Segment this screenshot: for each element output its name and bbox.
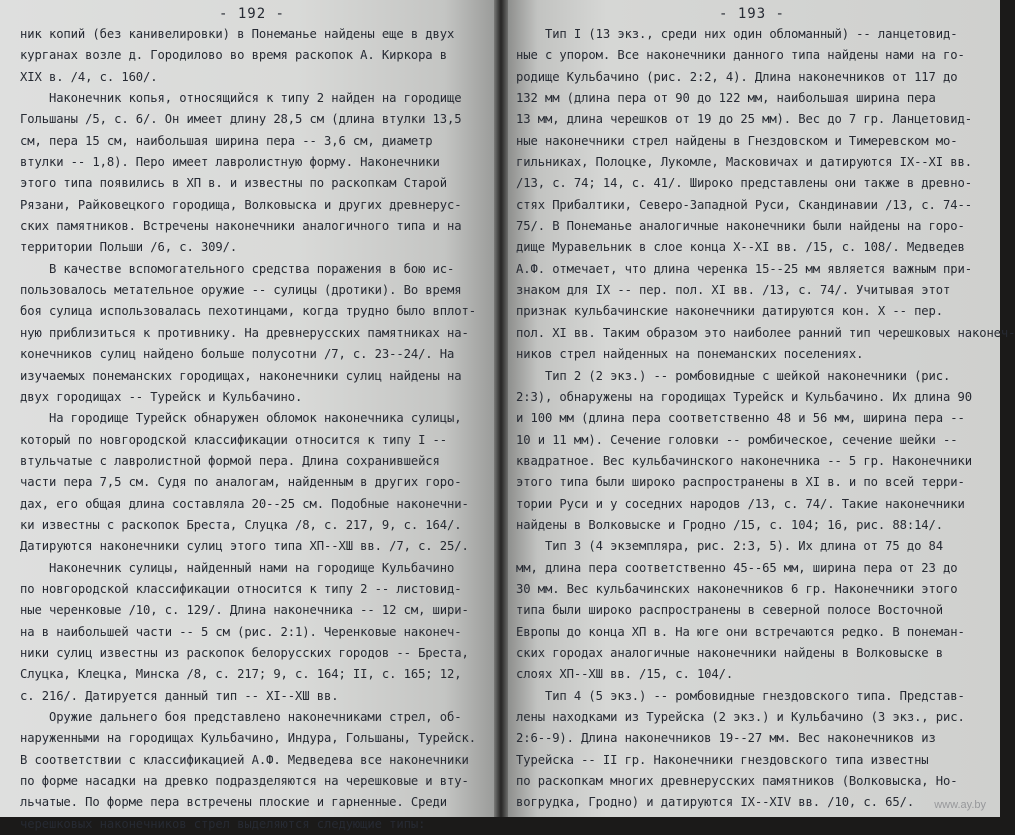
text-line: льчатые. По форме пера встречены плоские и гарненные. Среди <box>20 795 448 810</box>
text-line: На городище Турейск обнаружен обломок наконечника сулицы, <box>20 411 462 426</box>
text-line: ников стрел найденных на понеманских поселениях. <box>516 347 864 362</box>
text-line: типа были широко распространены в северной полосе Восточной <box>516 603 944 618</box>
text-line: лены находками из Турейска (2 экз.) и Кульбачино (3 экз., рис. <box>516 710 965 724</box>
text-line: по раскопкам многих древнерусских памятников (Волковыска, Но- <box>516 774 958 789</box>
text-line: ки известны с раскопок Бреста, Слуцка /8, с. 217, 9, с. 164/. <box>20 517 462 532</box>
text-line: см, пера 15 см, наибольшая ширина пера -- 3,6 см, диаметр <box>20 133 433 148</box>
text-line: XIX в. /4, с. 160/. <box>20 69 158 84</box>
text-line: ные наконечники стрел найдены в Гнездовском и Тимеревском мо- <box>516 133 958 148</box>
text-line: Европы до конца ХП в. На юге они встречаются редко. В понеман- <box>516 624 965 639</box>
text-line: стях Прибалтики, Северо-Западной Руси, Скандинавии /13, с. 74-- <box>516 197 972 212</box>
text-line: вогрудка, Гродно) и датируются IX--XIV вв. /10, с. 65/. <box>516 795 915 810</box>
text-line: Наконечник копья, относящийся к типу 2 найден на городище <box>20 91 462 106</box>
text-line: Гольшаны /5, с. 6/. Он имеет длину 28,5 см (длина втулки 13,5 <box>20 112 462 127</box>
text-line: ники сулиц известны из раскопок белорусских городов -- Бреста, <box>20 645 469 660</box>
text-line: территории Польши /6, с. 309/. <box>20 240 238 255</box>
text-line: 30 мм. Вес кульбачинских наконечников 6 гр. Наконечники этого <box>516 581 958 596</box>
text-line: Тип 3 (4 экземпляра, рис. 2:3, 5). Их длина от 75 до 84 <box>516 539 944 554</box>
text-line: двух городищах -- Турейск и Кульбачино. <box>20 389 303 404</box>
text-line: изучаемых понеманских городищах, наконечники сулиц найдены на <box>20 368 462 383</box>
text-line: пользовалось метательное оружие -- сулицы (дротики). Во время <box>20 283 462 298</box>
text-line: 2:3), обнаружены на городищах Турейск и Кульбачино. Их длина 90 <box>516 389 972 404</box>
text-line: тории Руси и у соседних народов /13, с. 74/. Такие наконечники <box>516 496 965 511</box>
text-line: наруженными на городищах Кульбачино, Индура, Гольшаны, Турейск. <box>20 731 476 746</box>
text-line: на в наибольшей части -- 5 см (рис. 2:1). Черенковые наконеч- <box>20 624 462 639</box>
text-line: курганах возле д. Городилово во время раскопок А. Киркора в <box>20 48 448 63</box>
text-line: найдены в Волковыске и Гродно /15, с. 104; 16, рис. 88:14/. <box>516 517 944 532</box>
book-gutter <box>494 0 508 817</box>
right-page-text <box>516 24 1015 814</box>
text-line: гильниках, Полоцке, Лукомле, Масковичах и датируются IX--XI вв. <box>516 155 972 170</box>
watermark: www.ay.by <box>934 799 986 811</box>
text-line: Наконечник сулицы, найденный нами на городище Кульбачино <box>20 560 455 575</box>
text-line: втулки -- 1,8). Перо имеет лавролистную форму. Наконечники <box>20 155 440 170</box>
text-line: В соответствии с классификацией А.Ф. Медведева все наконечники <box>20 752 469 767</box>
text-line: с. 216/. Датируется данный тип -- XI--ХШ вв. <box>20 688 339 703</box>
text-line: ских городах аналогичные наконечники найдены в Волковыске в <box>516 645 944 660</box>
left-page <box>0 0 494 831</box>
text-line: В качестве вспомогательного средства поражения в бою ис- <box>20 261 455 276</box>
text-line: дах, его общая длина составляла 20--25 см. Подобные наконечни- <box>20 496 469 511</box>
text-line: Оружие дальнего боя представлено наконечниками стрел, об- <box>20 710 462 724</box>
text-line: Тип I (13 экз., среди них один обломанный) -- ланцетовид- <box>516 27 958 41</box>
text-line: пол. XI вв. Таким образом это наиболее ранний тип черешковых наконеч- <box>516 325 1015 340</box>
text-line: по форме насадки на древко подразделяются на черешковые и вту- <box>20 774 469 789</box>
text-line: черешковых наконечников стрел выделяются следующие типы: <box>20 816 426 831</box>
text-line: ник копий (без канивелировки) в Понеманье найдены еще в двух <box>20 27 455 41</box>
text-line: Турейска -- II гр. Наконечники гнездовского типа известны <box>516 752 929 767</box>
right-page <box>508 0 1015 817</box>
text-line: ные с упором. Все наконечники данного типа найдены нами на го- <box>516 48 965 63</box>
text-line: Датируются наконечники сулиц этого типа ХП--ХШ вв. /7, с. 25/. <box>20 539 469 554</box>
text-line: и 100 мм (длина пера соответственно 48 и 56 мм, ширина пера -- <box>516 411 965 426</box>
text-line: этого типа появились в ХП в. и известны по раскопкам Старой <box>20 176 448 191</box>
text-line: 10 и 11 мм). Сечение головки -- ромбическое, сечение шейки -- <box>516 432 958 447</box>
left-page-text <box>20 24 484 835</box>
text-line: квадратное. Вес кульбачинского наконечника -- 5 гр. Наконечники <box>516 453 972 468</box>
text-line: который по новгородской классификации относится к типу I -- <box>20 432 448 447</box>
text-line: мм, длина пера соответственно 45--65 мм, ширина пера от 23 до <box>516 560 958 575</box>
text-line: 13 мм, длина черешков от 19 до 25 мм). Вес до 7 гр. Ланцетовид- <box>516 112 972 127</box>
text-line: по новгородской классификации относится к типу 2 -- листовид- <box>20 581 462 596</box>
text-line: родище Кульбачино (рис. 2:2, 4). Длина наконечников от 117 до <box>516 69 958 84</box>
text-line: /13, с. 74; 14, с. 41/. Широко представлены они также в древно- <box>516 176 972 191</box>
text-line: 2:6--9). Длина наконечников 19--27 мм. Вес наконечников из <box>516 731 936 746</box>
text-line: признак кульбачинские наконечники датируются кон. Х -- пер. <box>516 304 944 319</box>
text-line: Рязани, Райковецкого городища, Волковыска и других древнерус- <box>20 197 462 212</box>
text-line: боя сулица использовалась пехотинцами, когда трудно было вплот- <box>20 304 476 319</box>
right-page-number: - 193 - <box>718 6 785 22</box>
text-line: втульчатые с лавролистной формой пера. Длина сохранившейся <box>20 453 440 468</box>
text-line: конечников сулиц найдено больше полусотни /7, с. 23--24/. На <box>20 347 455 362</box>
left-page-number: - 192 - <box>218 6 285 22</box>
text-line: части пера 7,5 см. Судя по аналогам, найденным в других горо- <box>20 475 462 490</box>
text-line: ских памятников. Встречены наконечники аналогичного типа и на <box>20 219 462 234</box>
text-line: 75/. В Понеманье аналогичные наконечники были найдены на горо- <box>516 219 965 234</box>
text-line: А.Ф. отмечает, что длина черенка 15--25 мм является важным при- <box>516 261 972 276</box>
text-line: 132 мм (длина пера от 90 до 122 мм, наибольшая ширина пера <box>516 91 936 106</box>
text-line: ные черенковые /10, с. 129/. Длина наконечника -- 12 см, шири- <box>20 603 469 618</box>
text-line: Тип 4 (5 экз.) -- ромбовидные гнездовского типа. Представ- <box>516 688 965 703</box>
text-line: знаком для IX -- пер. пол. XI вв. /13, с. 74/. Учитывая этот <box>516 283 951 298</box>
text-line: дище Муравельник в слое конца Х--XI вв. /15, с. 108/. Медведев <box>516 240 965 255</box>
text-line: слоях ХП--ХШ вв. /15, с. 104/. <box>516 667 734 682</box>
text-line: Тип 2 (2 экз.) -- ромбовидные с шейкой наконечники (рис. <box>516 368 951 383</box>
text-line: этого типа были широко распространены в XI в. и по всей терри- <box>516 475 965 490</box>
text-line: ную приблизиться к противнику. На древнерусских памятниках на- <box>20 325 469 340</box>
text-line: Слуцка, Клецка, Минска /8, с. 217; 9, с. 164; II, с. 165; 12, <box>20 667 462 682</box>
